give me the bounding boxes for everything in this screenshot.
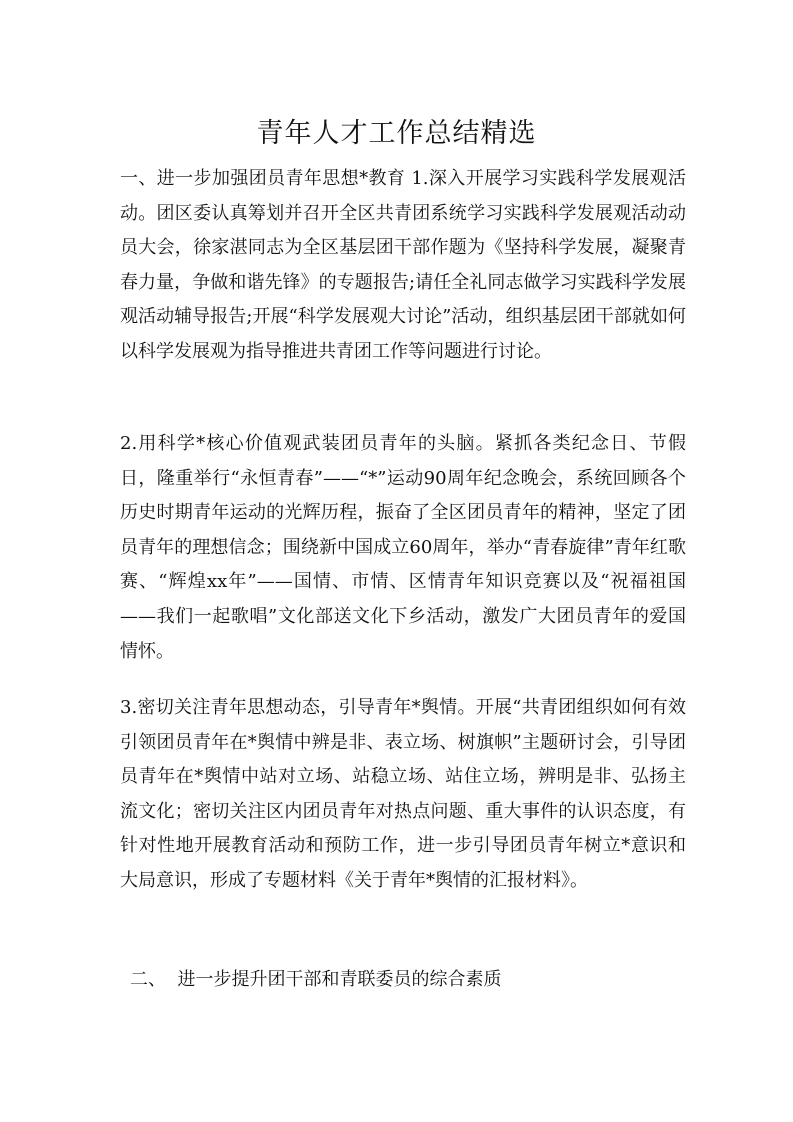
paragraph-3: 3.密切关注青年思想动态，引导青年*舆情。开展“共青团组织如何有效引领团员青年在*舆情中辨是非、表立场、树旗帜”主题研讨会，引导团员青年在*舆情中站对立场、站稳立场、站住立场，辨明是非、弘扬主流文化；密切关注区内团员青年对热点问题、重大事件的认识态度，有针对性地开展教育活动和预防工作，进一步引导团员青年树立*意识和大局意识，形成了专题材料《关于青年*舆情的汇报材料》。 [120,697,686,891]
document-title: 青年人才工作总结精选 [256,118,537,150]
paragraph-1: 一、进一步加强团员青年思想*教育 1.深入开展学习实践科学发展观活动。团区委认真筹划并召开全区共青团系统学习实践科学发展观活动动员大会，徐家湛同志为全区基层团干部作题为《坚持科学发展，凝聚青春力量，争做和谐先锋》的专题报告;请任全礼同志做学习实践科学发展观活动辅导报告;开展“科学发展观大讨论”活动，组织基层团干部就如何以科学发展观为指导推进共青团工作等问题进行讨论。 [120,168,686,362]
section-two-heading: 二、 进一步提升团干部和青联委员的综合素质 [130,969,502,990]
paragraph-2: 2.用科学*核心价值观武装团员青年的头脑。紧抓各类纪念日、节假日，隆重举行“永恒青春”——“*”运动90周年纪念晚会，系统回顾各个历史时期青年运动的光辉历程，振奋了全区团员青年的精神，坚定了团员青年的理想信念；围绕新中国成立60周年，举办“青春旋律”青年红歌赛、“辉煌xx年”——国情、市情、区情青年知识竞赛以及“祝福祖国——我们一起歌唱”文化部送文化下乡活动，激发广大团员青年的爱国情怀。 [120,433,686,662]
